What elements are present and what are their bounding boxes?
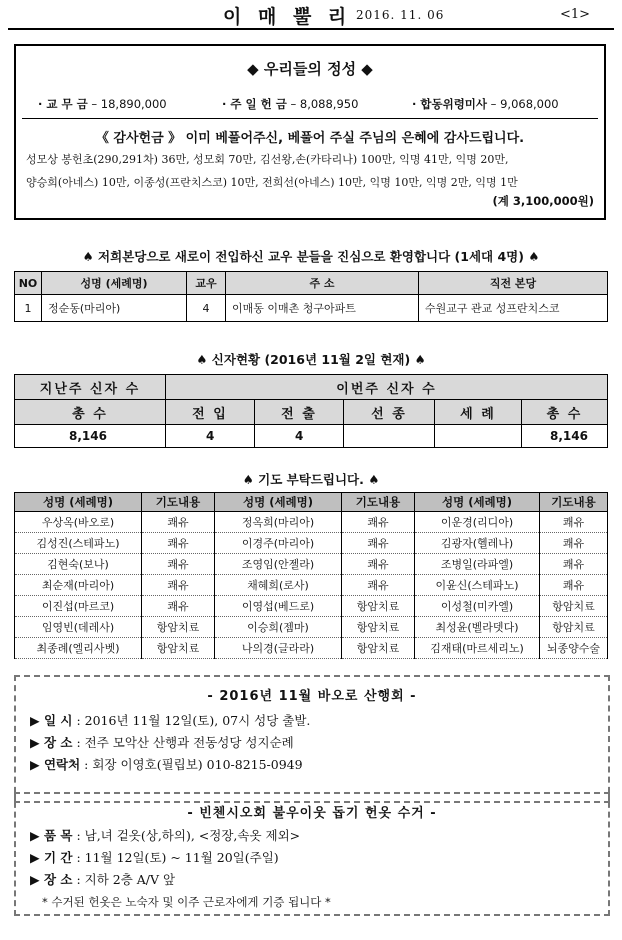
bulletin-date: 2016. 11. 06 — [356, 8, 445, 22]
page-number: <1> — [560, 7, 591, 22]
col-header: 교우 — [187, 272, 226, 295]
clothes-note: * 수거된 헌옷은 노숙자 및 이주 근로자에게 기증 됩니다 * — [42, 895, 331, 909]
clothes-row-value: : 지하 2층 A/V 앞 — [72, 872, 176, 887]
hiking-row-label: ▶ 일 시 — [30, 713, 73, 728]
col-header: 성명 (세례명) — [42, 272, 187, 295]
offering-box — [14, 44, 606, 220]
thanks-heading: 《 감사헌금 》 이미 베풀어주신, 베풀어 주실 주님의 은혜에 감사드립니다. — [95, 131, 525, 146]
gyomu-amount: · 교 무 금 – 18,890,000 — [38, 97, 167, 111]
table-cell: 최종례(엘리사벳) — [15, 638, 142, 659]
table-cell: 쾌유 — [142, 575, 215, 596]
table-cell: 쾌유 — [540, 554, 608, 575]
hiking-row-label: ▶ 장 소 — [30, 735, 73, 750]
table-cell — [344, 425, 435, 448]
thanks-line: 양승희(아네스) 10만, 이종성(프란치스코) 10만, 전희선(아네스) 10만, 익명 10만, 익명 2만, 익명 1만 — [26, 176, 518, 189]
table-cell: 우상옥(바오로) — [15, 512, 142, 533]
col-header: 직전 본당 — [419, 272, 608, 295]
table-cell: 쾌유 — [142, 554, 215, 575]
table-cell: 이승희(젬마) — [215, 617, 342, 638]
table-cell: 4 — [255, 425, 344, 448]
juil-amount: · 주 일 헌 금 – 8,088,950 — [222, 97, 359, 111]
col-header: 기도내용 — [142, 493, 215, 512]
table-cell: 쾌유 — [540, 575, 608, 596]
table-cell: 항암치료 — [540, 617, 608, 638]
table-cell: 조병일(라파엘) — [415, 554, 540, 575]
hiking-details — [16, 710, 608, 776]
header-divider — [8, 28, 614, 30]
bulletin-header — [8, 0, 614, 26]
clothes-row-label: ▶ 품 목 — [30, 828, 73, 843]
table-cell: 항암치료 — [342, 617, 415, 638]
hiking-row — [16, 732, 608, 754]
newcomers-title: ♠ 저희본당으로 새로이 전입하신 교우 분들을 진심으로 환영합니다 (1세대 4명) ♠ — [82, 249, 540, 264]
stats-title: ♠ 신자현황 (2016년 11월 2일 현재) ♠ — [196, 352, 426, 367]
table-cell: 김재태(마르세리노) — [415, 638, 540, 659]
table-cell: 나의경(글라라) — [215, 638, 342, 659]
hiking-row-value: : 전주 모악산 산행과 전동성당 성지순례 — [72, 735, 294, 750]
table-cell: 최성윤(벨라뎃다) — [415, 617, 540, 638]
table-cell: 임영빈(데레사) — [15, 617, 142, 638]
table-row — [15, 596, 608, 617]
table-cell: 4 — [187, 295, 226, 322]
clothes-row — [16, 825, 608, 847]
hiking-title: - 2016년 11월 바오로 산행회 - — [207, 689, 417, 704]
table-cell: 채혜희(로사) — [215, 575, 342, 596]
table-cell: 이매동 이매촌 청구아파트 — [226, 295, 419, 322]
table-cell — [435, 425, 522, 448]
clothes-row — [16, 869, 608, 891]
table-cell: 8,146 — [15, 425, 166, 448]
table-cell: 이경주(마리아) — [215, 533, 342, 554]
hiking-row — [16, 754, 608, 776]
table-cell: 쾌유 — [342, 512, 415, 533]
table-header-row — [15, 375, 608, 400]
bulletin-title: 이 매 뿔 리 — [223, 6, 352, 28]
table-cell: 항암치료 — [142, 617, 215, 638]
table-row — [15, 554, 608, 575]
clothes-notice — [14, 792, 610, 916]
table-row — [15, 575, 608, 596]
table-cell: 이성철(미카엘) — [415, 596, 540, 617]
table-cell: 조영임(안젤라) — [215, 554, 342, 575]
table-cell: 이영섭(베드로) — [215, 596, 342, 617]
col-header: 주 소 — [226, 272, 419, 295]
hiking-row-label: ▶ 연락처 — [30, 757, 81, 772]
table-header-row — [15, 493, 608, 512]
hiking-row-value: : 회장 이영호(필립보) 010-8215-0949 — [80, 757, 303, 772]
col-header: 기도내용 — [540, 493, 608, 512]
clothes-row-label: ▶ 기 간 — [30, 850, 73, 865]
clothes-title: - 빈첸시오회 불우이웃 돕기 헌옷 수거 - — [187, 806, 437, 821]
table-cell: 쾌유 — [540, 533, 608, 554]
habdong-amount: · 합동위령미사 – 9,068,000 — [412, 97, 559, 111]
clothes-row-label: ▶ 장 소 — [30, 872, 73, 887]
table-cell: 김현숙(보나) — [15, 554, 142, 575]
table-cell: 항암치료 — [342, 638, 415, 659]
stats-table — [14, 374, 608, 448]
thanks-line: 성모상 봉헌초(290,291차) 36만, 성모회 70만, 김선왕,손(카타리나) 100만, 익명 41만, 익명 20만, — [26, 153, 509, 166]
table-cell: 항암치료 — [540, 596, 608, 617]
col-header: 총 수 — [15, 400, 166, 425]
table-cell: 수원교구 관교 성프란치스코 — [419, 295, 608, 322]
table-cell: 쾌유 — [142, 512, 215, 533]
table-cell: 1 — [15, 295, 42, 322]
table-cell: 쾌유 — [342, 533, 415, 554]
hiking-notice — [14, 675, 610, 803]
col-header: 지난주 신자 수 — [15, 375, 166, 400]
table-row — [15, 533, 608, 554]
clothes-row-value: : 남,녀 겉옷(상,하의), <정장,속옷 제외> — [72, 828, 301, 843]
thanks-list — [22, 148, 598, 194]
table-cell: 쾌유 — [342, 575, 415, 596]
table-cell: 이진섭(마르코) — [15, 596, 142, 617]
table-cell: 4 — [166, 425, 255, 448]
col-header: 선 종 — [344, 400, 435, 425]
table-cell: 항암치료 — [142, 638, 215, 659]
col-header: 세 례 — [435, 400, 522, 425]
clothes-details — [16, 825, 608, 891]
table-header-row — [15, 400, 608, 425]
table-row — [15, 425, 608, 448]
table-cell: 쾌유 — [540, 512, 608, 533]
table-row — [15, 295, 608, 322]
col-header: NO — [15, 272, 42, 295]
table-row — [15, 617, 608, 638]
col-header: 기도내용 — [342, 493, 415, 512]
clothes-row — [16, 847, 608, 869]
table-cell: 쾌유 — [142, 596, 215, 617]
prayer-table — [14, 492, 608, 659]
prayer-title: ♠ 기도 부탁드립니다. ♠ — [242, 472, 380, 487]
col-header: 성명 (세례명) — [415, 493, 540, 512]
thanks-total: (계 3,100,000원) — [492, 194, 594, 208]
table-cell: 쾌유 — [342, 554, 415, 575]
col-header: 전 출 — [255, 400, 344, 425]
table-cell: 이윤신(스테파노) — [415, 575, 540, 596]
table-cell: 항암치료 — [342, 596, 415, 617]
table-row — [15, 512, 608, 533]
col-header: 성명 (세례명) — [15, 493, 142, 512]
thanks-section — [22, 118, 598, 215]
newcomers-table — [14, 271, 608, 322]
table-cell: 김광자(헬레나) — [415, 533, 540, 554]
table-cell: 이운경(리디아) — [415, 512, 540, 533]
table-row — [15, 638, 608, 659]
table-cell: 뇌종양수술 — [540, 638, 608, 659]
col-header: 전 입 — [166, 400, 255, 425]
table-cell: 최순재(마리아) — [15, 575, 142, 596]
hiking-row-value: : 2016년 11월 12일(토), 07시 성당 출발. — [72, 713, 311, 728]
col-header: 이번주 신자 수 — [166, 375, 608, 400]
table-cell: 정순동(마리아) — [42, 295, 187, 322]
clothes-row-value: : 11월 12일(토) ~ 11월 20일(주일) — [72, 850, 279, 865]
offering-title: ◆ 우리들의 정성 ◆ — [247, 60, 373, 78]
col-header: 성명 (세례명) — [215, 493, 342, 512]
hiking-row — [16, 710, 608, 732]
table-cell: 8,146 — [522, 425, 608, 448]
table-cell: 정옥희(마리아) — [215, 512, 342, 533]
table-header-row — [15, 272, 608, 295]
table-cell: 김성진(스테파노) — [15, 533, 142, 554]
col-header: 총 수 — [522, 400, 608, 425]
table-cell: 쾌유 — [142, 533, 215, 554]
